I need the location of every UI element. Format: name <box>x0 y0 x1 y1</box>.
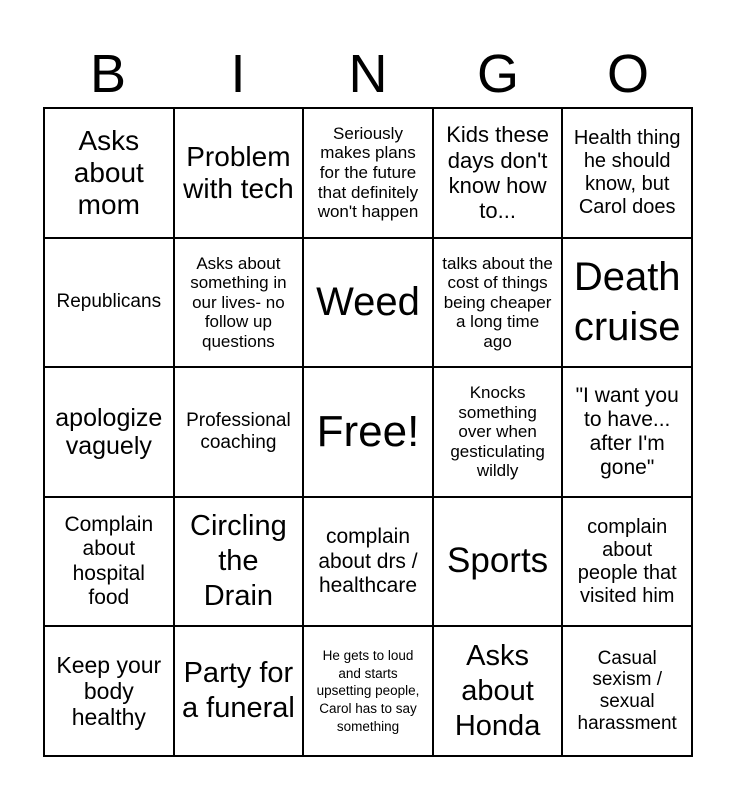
bingo-cell[interactable]: Kids these days don't know how to... <box>433 108 563 238</box>
bingo-cell[interactable]: apologize vaguely <box>44 367 174 497</box>
bingo-cell[interactable]: Asks about Honda <box>433 626 563 756</box>
bingo-cell[interactable]: Casual sexism / sexual harassment <box>562 626 692 756</box>
bingo-cell[interactable]: Asks about something in our lives- no follow up questions <box>174 238 304 368</box>
bingo-cell[interactable]: Sports <box>433 497 563 627</box>
header-letter-o: O <box>606 44 649 104</box>
bingo-cell[interactable]: complain about drs / healthcare <box>303 497 433 627</box>
bingo-cell[interactable]: Asks about mom <box>44 108 174 238</box>
bingo-header <box>43 40 693 108</box>
bingo-cell[interactable]: Seriously makes plans for the future that definitely won't happen <box>303 108 433 238</box>
bingo-cell[interactable]: Knocks something over when gesticulating wildly <box>433 367 563 497</box>
header-letter-n: N <box>348 44 388 104</box>
bingo-cell[interactable]: Republicans <box>44 238 174 368</box>
bingo-cell[interactable]: talks about the cost of things being cheaper a long time ago <box>433 238 563 368</box>
bingo-cell free-space[interactable]: Free! <box>303 367 433 497</box>
bingo-cell[interactable]: Keep your body healthy <box>44 626 174 756</box>
bingo-cell[interactable]: Health thing he should know, but Carol does <box>562 108 692 238</box>
header-letter-g: G <box>476 44 519 104</box>
bingo-cell[interactable]: Party for a funeral <box>174 626 304 756</box>
header-letter-b: B <box>89 44 127 104</box>
bingo-grid <box>43 107 693 757</box>
bingo-cell[interactable]: Death cruise <box>562 238 692 368</box>
bingo-cell[interactable]: Circling the Drain <box>174 497 304 627</box>
header-letter-i: I <box>230 44 246 104</box>
bingo-cell[interactable]: complain about people that visited him <box>562 497 692 627</box>
bingo-cell[interactable]: Weed <box>303 238 433 368</box>
bingo-cell[interactable]: Professional coaching <box>174 367 304 497</box>
bingo-cell[interactable]: Problem with tech <box>174 108 304 238</box>
bingo-cell[interactable]: He gets to loud and starts upsetting people, Carol has to say something <box>303 626 433 756</box>
bingo-cell[interactable]: "I want you to have... after I'm gone" <box>562 367 692 497</box>
bingo-cell[interactable]: Complain about hospital food <box>44 497 174 627</box>
